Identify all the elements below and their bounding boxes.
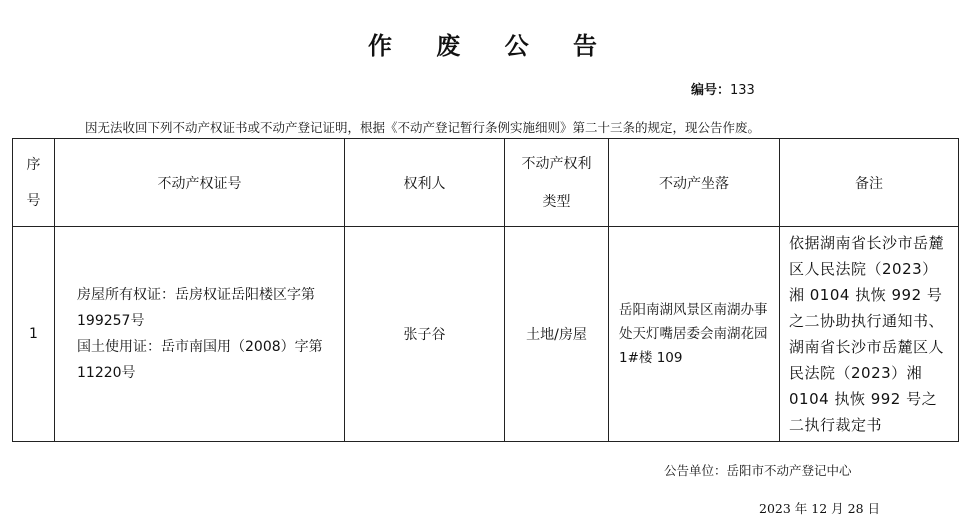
header-seq [13, 139, 55, 227]
void-certificate-table [12, 138, 959, 442]
cell-location: 岳阳南湖风景区南湖办事处天灯嘴居委会南湖花园 1#楼 109 [609, 227, 780, 442]
header-location: 不动产坐落 [609, 139, 780, 227]
cell-owner: 张子谷 [345, 227, 505, 442]
header-seq-line2: 号 [26, 192, 41, 209]
header-right-type-line2: 类型 [542, 193, 571, 210]
cell-cert [55, 227, 345, 442]
header-cert: 不动产权证号 [55, 139, 345, 227]
cell-right-type: 土地/房屋 [505, 227, 609, 442]
cert-land-line: 国土使用证：岳市南国用（2008）字第11220号 [77, 339, 323, 381]
notice-number-value: 133 [730, 83, 755, 98]
cert-house-line: 房屋所有权证：岳房权证岳阳楼区字第199257号 [77, 287, 315, 329]
header-right-type-line1: 不动产权利 [521, 155, 592, 172]
header-right-type [505, 139, 609, 227]
notice-number [691, 79, 755, 98]
footer-issuing-unit: 公告单位：岳阳市不动产登记中心 [664, 463, 852, 478]
notice-title: 作 废 公 告 [367, 32, 616, 60]
intro-text: 因无法收回下列不动产权证书或不动产登记证明，根据《不动产登记暂行条例实施细则》第二十三条的规定，现公告作废。 [85, 120, 761, 135]
cell-seq: 1 [13, 227, 55, 442]
cell-note: 依据湖南省长沙市岳麓区人民法院（2023）湘 0104 执恢 992 号之二协助执行通知书、湖南省长沙市岳麓区人民法院（2023）湘 0104 执恢 992 号之二执行裁定书 [780, 227, 959, 442]
header-owner: 权利人 [345, 139, 505, 227]
table-header-row [13, 139, 959, 227]
header-seq-line1: 序 [26, 156, 41, 173]
notice-number-label: 编号： [691, 83, 731, 98]
header-note: 备注 [780, 139, 959, 227]
table-row [13, 227, 959, 442]
footer-date: 2023 年 12 月 28 日 [759, 501, 880, 516]
